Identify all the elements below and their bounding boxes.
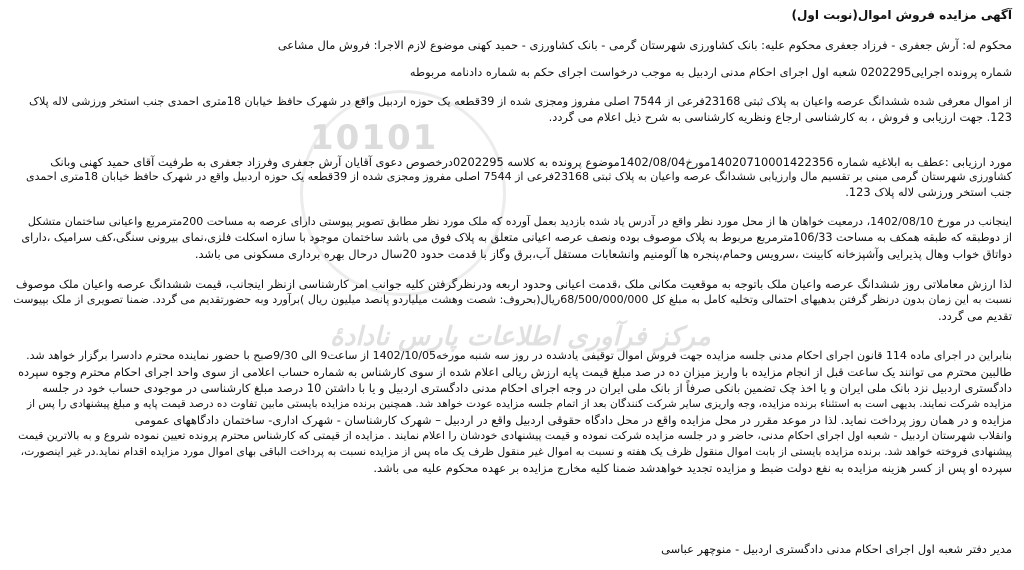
visit-line: از دوطبقه که طبقه همکف به مساحت 106/33مترمربع مربوط به پلاک موصوف بوده ونصف عرصه اعیانی متعلق به پلاک فوق می باشد ساختمان موجود با سازه اسکلت فلزی،نمای بیرونی سنگی،کف سرامیک ،دارای [21, 231, 1012, 244]
auction-line: دادگستری اردبیل نزد بانک ملی ایران و یا اخذ چک تضمین بانکی صرفاً از بانک ملی ایران در وجه اجرای احکام مدنی دادگستری اردبیل و یا با داشتن 10 درصد مبلغ کارشناسی در موجودی حساب خود در جلسه [42, 381, 1012, 395]
auction-line: مزایده شرکت نمایند. بدیهی است به استثناء برنده مزایده، وجه واریزی سایر شرکت کنندگان بعد از اتمام جلسه مزایده عودت خواهد شد. همچنین برنده مزایده بایستی مابین تفاوت ده درصد قیمت پایه و مبلغ پیشنهادی را پس از [27, 398, 1012, 410]
notice-case-ref: شماره پرونده اجرایی0202295 شعبه اول اجرای احکام مدنی اردبیل به موجب درخواست اجرای حکم به شماره دادنامه مربوطه [409, 65, 1012, 79]
auction-line: بنابراین در اجرای ماده 114 قانون اجرای احکام مدنی جلسه مزایده جهت فروش اموال توقیفی یادشده در روز سه شنبه مورخه1402/10/05 از ساعت9 الی 9/30صبح با حضور نماینده محترم دادسرا برگزار خواهد شد. [26, 349, 1012, 362]
signature-line: مدیر دفتر شعبه اول اجرای احکام مدنی دادگستری اردبیل - منوچهر عباسی [661, 542, 1012, 556]
visit-line: دواتاق خواب وهال پذیرایی وآشپزخانه کابینت ،سرویس وحمام،پنجره ها آلومنیم وانشعابات مستقل آب،برق وگاز با قدمت حدود 20سال درحال بهره برداری مسکونی می باشد. [194, 247, 1012, 261]
appraisal-line: کشاورزی شهرستان گرمی مبنی بر تقسیم مال وارزیابی ششدانگ عرصه واعیان به پلاک ثبتی 23168فرعی از 7544 اصلی مفروز ومجزی شده از 39قطعه یک حوزه اردبیل واقع در شهرک حافظ خیابان 18متری احمدی [26, 170, 1012, 183]
visit-line: اینجانب در مورخ 1402/08/10، درمعیت خواهان ها از محل مورد نظر واقع در آدرس یاد شده بازدید بعمل آورده که ملک مورد نظر مطابق تصویر پیوستی دارای عرصه به مساحت 200مترمربع واعیانی ساختمان متشکل [27, 215, 1012, 228]
watermark-number: 10101 [310, 118, 439, 158]
property-line: از اموال معرفی شده ششدانگ عرصه واعیان به پلاک ثبتی 23168فرعی از 7544 اصلی مفروز ومجزی شده از 39قطعه یک حوزه اردبیل واقع در شهرک حافظ خیابان 18متری احمدی جنب استخر ورزشی لاله پلاک [28, 95, 1012, 108]
auction-line: پیشنهادی فروخته خواهد شد. برنده مزایده بایستی از بابت اموال منقول ظرف یک هفته و نسبت به اموال غیر منقول ظرف یک ماه پس از مزایده نسبت به پرداخت الباقی بهای اموال مورد مزایده اقدام نماید.در غیر اینصورت، [20, 445, 1012, 458]
appraisal-line: جنب استخر ورزشی لاله پلاک 123. [845, 185, 1012, 199]
auction-line: سپرده او پس از کسر هزینه مزایده به نفع دولت ضبط و مزایده تجدید خواهدشد ضمنا کلیه مخارج مزایده بر عهده محکوم علیه می باشد. [373, 461, 1012, 475]
watermark-text: مرکز فرآوری اطلاعات پارس نادادهٔ [330, 322, 711, 352]
notice-title: آگهی مزایده فروش اموال(نوبت اول) [791, 8, 1012, 22]
valuation-line: تقدیم می گردد. [938, 309, 1012, 323]
auction-line: مزایده و در همان روز پرداخت نماید. لذا در موعد مقرر در محل مزایده واقع در محل دادگاه حقوقی اردبیل واقع در اردبیل – شهرک کارشناسان - شهرک اداری- ساختمان دادگاههای عمومی [134, 413, 1012, 427]
property-line: 123. جهت ارزیابی و فروش ، به کارشناسی ارجاع ونظریه کارشناسی به شرح ذیل اعلام می گردد. [548, 110, 1012, 124]
auction-line: وانقلاب شهرستان اردبیل - شعبه اول اجرای احکام مدنی، حاضر و در جلسه مزایده شرکت نموده و قیمت پیشنهادی خودشان را اعلام نمایند . مزایده از قیمتی که کارشناس محترم پرونده تعیین نموده شروع و به بالاترین قیمت [18, 429, 1012, 442]
auction-line: طالبین محترم می توانند یک ساعت قبل از انجام مزایده با واریز میزان ده در صد مبلغ قیمت پایه ارزش ریالی اعلام شده از سوی کارشناس به شماره حساب اعلامی از سوی واحد اجرای احکام محترم وجوه سپرده [18, 365, 1012, 379]
valuation-line: لذا ارزش معاملاتی روز ششدانگ عرصه واعیان ملک باتوجه به موقعیت مکانی ملک ،قدمت اعیانی وحدود اربعه ودرنظرگرفتن کلیه جوانب امر کارشناسی ازنظر اینجانب، قیمت ششدانگ عرصه واعیان ملک موصوف [15, 277, 1012, 291]
appraisal-line: مورد ارزیابی :عطف به ابلاغیه شماره 1402071000142235‌6مورخ1402/08/04موضوع پرونده به کلاسه 0202295درخصوص دعوی آقایان آرش جعفری وفرزاد جعفری به طرفیت آقای حمید کهنی وبانک [50, 155, 1012, 169]
watermark-seal [300, 90, 506, 296]
notice-parties: محکوم له: آرش جعفری - فرزاد جعفری محکوم علیه: بانک کشاورزی شهرستان گرمی - بانک کشاورزی - حمید کهنی موضوع لازم الاجرا: فروش مال مشاعی [277, 38, 1012, 52]
valuation-line: نسبت به این زمان بدون درنظر گرفتن بدهیهای احتمالی وتخلیه کامل به مبلغ کل 68/500/000/000ریال(بحروف: شصت وهشت میلیاردو پانصد میلیون ریال )برآورد وبه حضورتقدیم می گردد. ضمنا تصویری از ملک بپیوست [13, 293, 1012, 306]
